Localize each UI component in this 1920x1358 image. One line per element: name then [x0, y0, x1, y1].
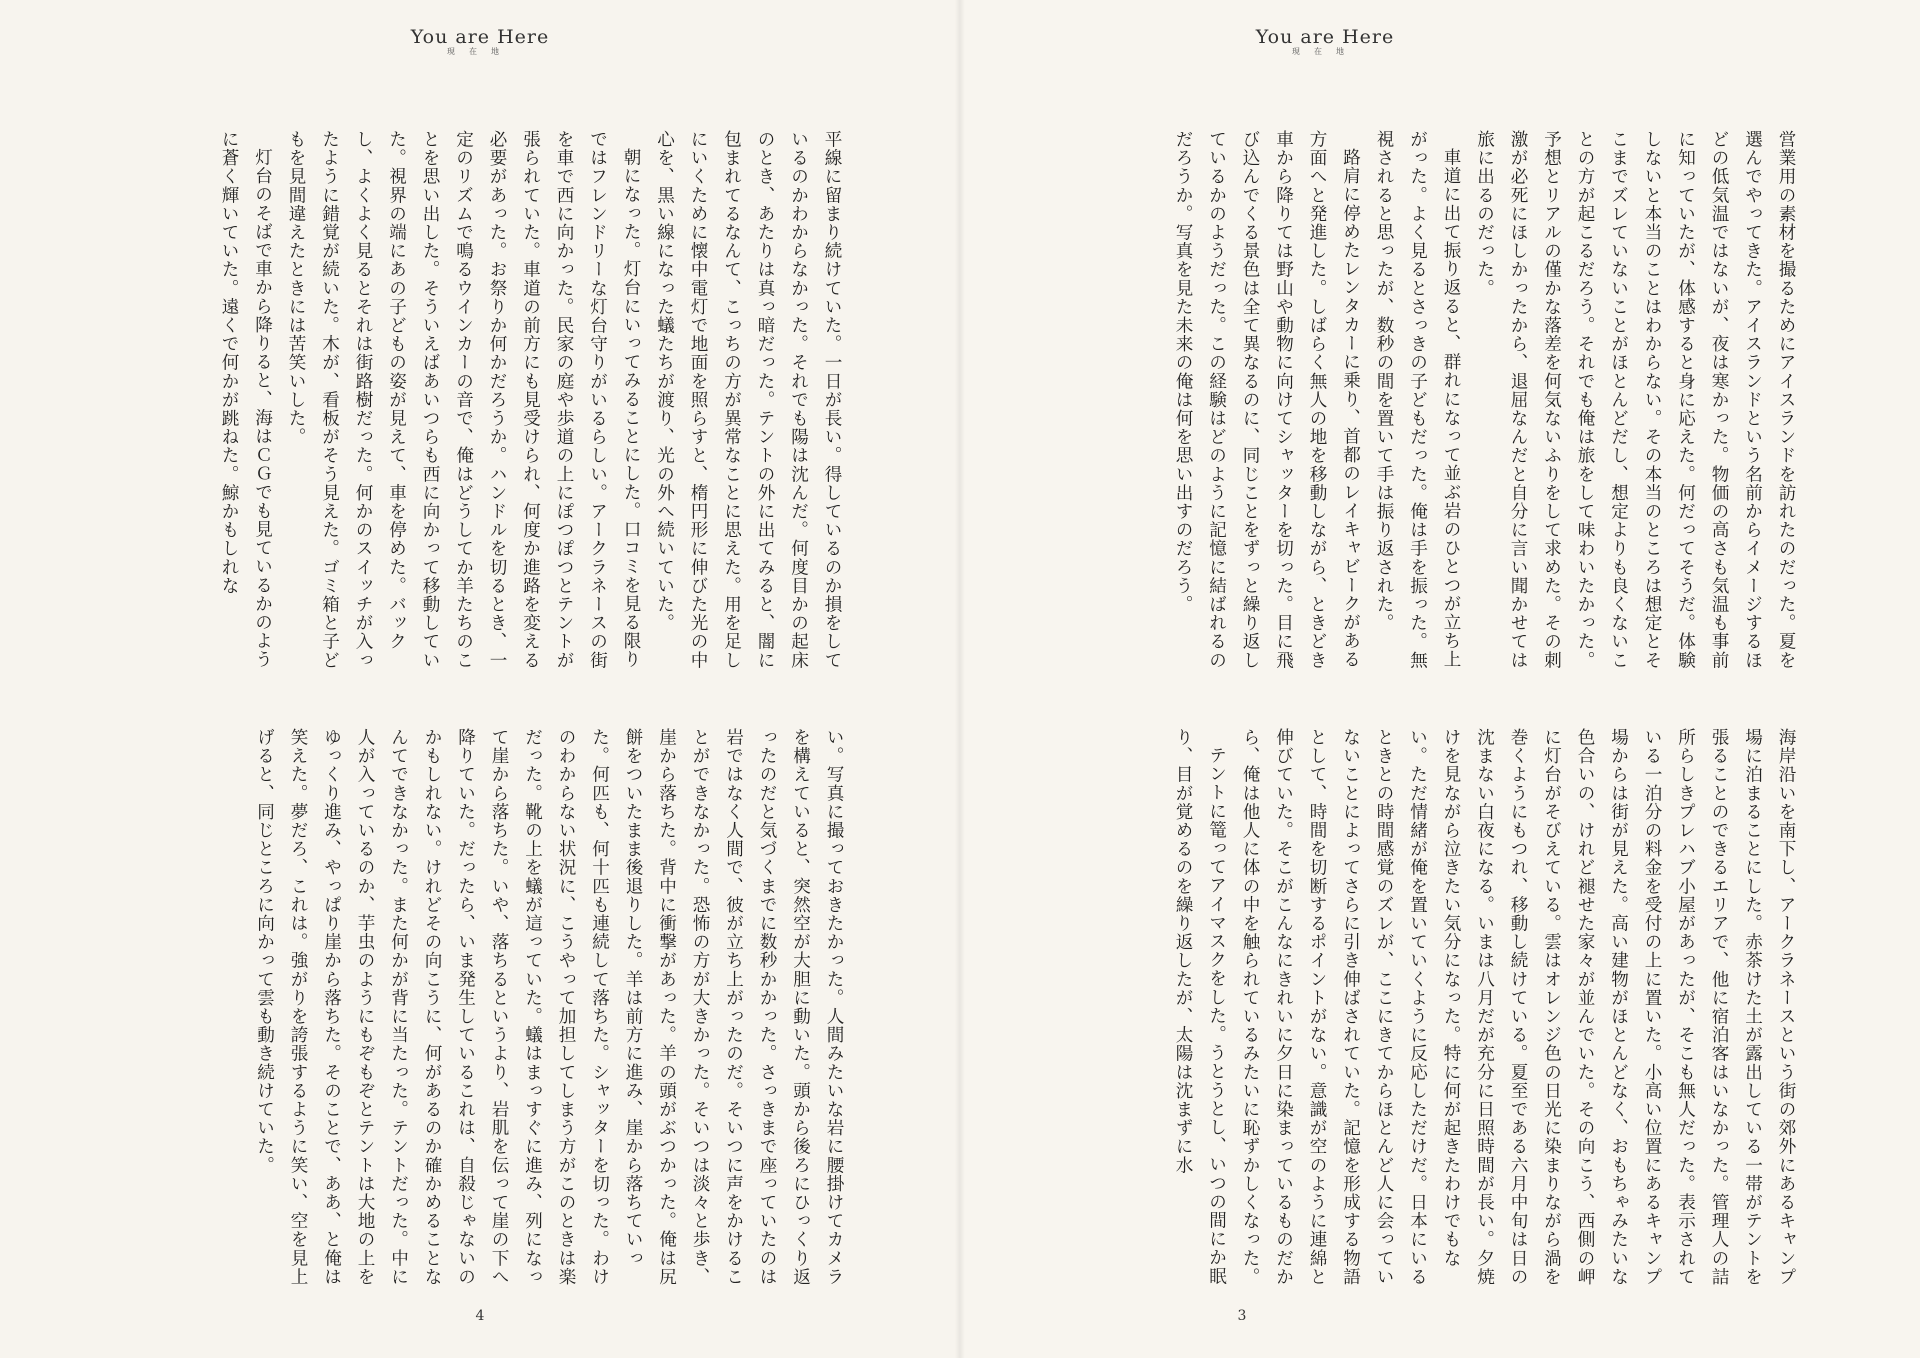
running-header-left: [330, 26, 630, 57]
paragraph: い。写真に撮っておきたかった。人間みたいな岩に腰掛けてカメラを構えていると、突然空が大胆に動いた。頭から後ろにひっくり返ったのだと気づくまでに数秒かかった。さっきまで座っていたのは岩ではなく人間で、彼が立ち上がったのだ。そいつに声をかけることができなかった。恐怖の方が大きかった。そいつは淡々と歩き、崖から落ちた。背中に衝撃があった。羊の頭がぶつかった。俺は尻餅をついたまま後退りした。羊は前方に進み、崖から落ちていった。何匹も、何十匹も連続して落ちた。シャッターを切った。わけのわからない状況に、こうやって加担してしまう方がこのときは楽だった。靴の上を蟻が這っていた。蟻はまっすぐに進み、列になって崖から落ちた。いや、落ちるというより、岩肌を伝って崖の下へ降りていた。だったら、いま発生しているこれは、自殺じゃないのかもしれない。けれどその向こうに、何があるのか確かめることなんてできなかった。また何かが背に当たった。テントだった。中に人が入っているのか、芋虫のようにもぞもぞとテントは大地の上をゆっくり進み、やっぱり崖から落ちた。そのことで、ああ、と俺は笑えた。夢だろ、これは。強がりを誇張するように笑い、空を見上げると、同じところに向かって雲も動き続けていた。: [254, 728, 844, 1286]
header-title: You are Here: [410, 26, 550, 48]
paragraph: 車道に出て振り返ると、群れになって並ぶ岩のひとつが立ち上がった。よく見るとさっきの子どもだった。俺は手を振った。無視されると思ったが、数秒の間を置いて手は振り返された。: [1374, 130, 1461, 670]
paragraph: 営業用の素材を撮るためにアイスランドを訪れたのだった。夏を選んでやってきた。アイスランドという名前からイメージするほどの低気温ではないが、夜は寒かった。物価の高さも気温も事前に知っていたが、体感すると身に応えた。何だってそうだ。体験しないと本当のことはわからない。その本当のところは想定とそこまでズレていないことがほとんどだし、想定よりも良くないことの方が起こるだろう。それでも俺は旅をして味わいたかった。予想とリアルの僅かな落差を何気ないふりをして求めた。その刺激が必死にほしかったから、退屈なんだと自分に言い聞かせては旅に出るのだった。: [1474, 130, 1796, 670]
paragraph: テントに篭ってアイマスクをした。うとうとし、いつの間にか眠り、目が覚めるのを繰り返したが、太陽は沈まずに水: [1173, 728, 1227, 1285]
left-top-text-block: [108, 130, 848, 670]
paragraph: 朝になった。灯台にいってみることにした。口コミを見る限りではフレンドリーな灯台守りがいるらしい。アークラネースの街を車で西に向かった。民家の庭や歩道の上にぽつぽつとテントが張られていた。車道の前方にも見受けられ、何度か進路を変える必要があった。お祭りか何かだろうか。ハンドルを切るとき、一定のリズムで鳴るウインカーの音で、俺はどうしてか羊たちのことを思い出した。そういえばあいつらも西に向かって移動していた。視界の端にあの子どもの姿が見えて、車を停めた。バックし、よくよく見るとそれは街路樹だった。何かのスイッチが入ったように錯覚が続いた。木が、看板がそう見えた。ゴミ箱と子どもを見間違えたときには苦笑いした。: [286, 130, 641, 670]
right-page: [960, 0, 1920, 1358]
page-number-left: 4: [475, 1308, 485, 1324]
paragraph: 平線に留まり続けていた。一日が長い。得しているのか損をしているのかわからなかった。それでも陽は沈んだ。何度目かの起床のとき、あたりは真っ暗だった。テントの外に出てみると、闇に包まれてるなんて、こっちの方が異常なことに思えた。用を足しにいくために懐中電灯で地面を照らすと、楕円形に伸びた光の中心を、黒い線になった蟻たちが渡り、光の外へ続いていた。: [654, 130, 842, 670]
paragraph: 路肩に停めたレンタカーに乗り、首都のレイキャビークがある方面へと発進した。しばらく無人の地を移動しながら、ときどき車から降りては野山や動物に向けてシャッターを切った。目に飛び込んでくる景色は全て異なるのに、同じことをずっと繰り返しているかのようだった。この経験はどのように記憶に結ばれるのだろうか。写真を見た未来の俺は何を思い出すのだろう。: [1173, 130, 1361, 670]
right-bottom-text-block: [1075, 728, 1802, 1288]
header-ruby: 現在地: [1292, 47, 1358, 56]
gutter-shadow: [955, 0, 965, 1358]
page-number-right: 3: [1237, 1308, 1247, 1324]
header-ruby: 現在地: [447, 47, 513, 56]
left-bottom-text-block: [140, 728, 850, 1288]
paragraph: 海岸沿いを南下し、アークラネースという街の郊外にあるキャンプ場に泊まることにした。赤茶けた土が露出している一帯がテントを張ることのできるエリアで、他に宿泊客はいなかった。管理人の詰所らしきプレハブ小屋があったが、そこも無人だった。表示されている一泊分の料金を受付の上に置いた。小高い位置にあるキャンプ場からは街が見えた。高い建物がほとんどなく、おもちゃみたいな色合いの、けれど褪せた家々が並んでいた。その向こう、西側の岬に灯台がそびえている。雲はオレンジ色の日光に染まりながら渦を巻くようにもつれ、移動し続けている。夏至である六月中旬は日の沈まない白夜になる。いまは八月だが充分に日照時間が長い。夕焼けを見ながら泣きたい気分になった。特に何が起きたわけでもない。ただ情緒が俺を置いていくように反応しただけだ。日本にいるときとの時間感覚のズレが、ここにきてからほとんど人に会っていないことによってさらに引き伸ばされていた。記憶を形成する物語として、時間を切断するポイントがない。意識が空のように連綿と伸びていた。そこがこんなにきれいに夕日に染まっているものだから、俺は他人に体の中を触られているみたいに恥ずかしくなった。: [1240, 728, 1796, 1286]
paragraph: 灯台のそばで車から降りると、海はＣＧでも見ているかのように蒼く輝いていた。遠くで何かが跳ねた。鯨かもしれな: [219, 130, 273, 669]
running-header-right: [1175, 26, 1475, 57]
right-top-text-block: [1072, 130, 1802, 675]
header-title: You are Here: [1255, 26, 1395, 48]
